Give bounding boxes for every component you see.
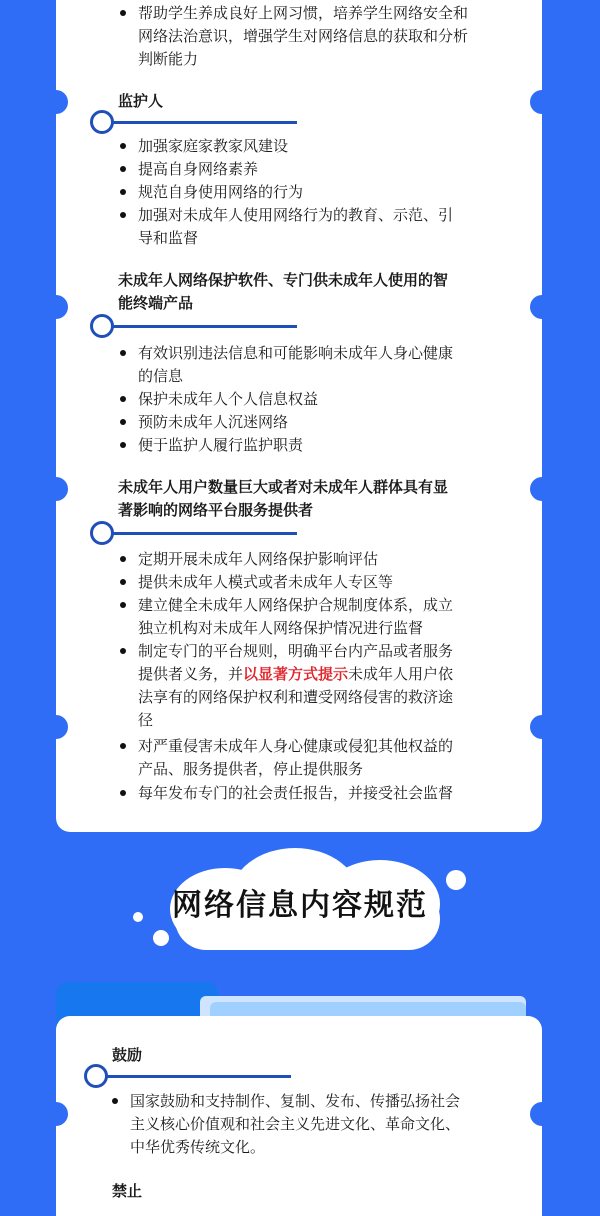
list-item-continuation: 主义核心价值观和社会主义先进文化、革命文化、 [130, 1115, 461, 1133]
list-item-continuation: 导和监督 [138, 229, 199, 247]
list-item: 有效识别违法信息和可能影响未成年人身心健康 [138, 342, 453, 365]
list-item-continuation: 中华优秀传统文化。 [130, 1138, 266, 1156]
list-item-continuation: 网络法治意识，增强学生对网络信息的获取和分析 [138, 27, 469, 45]
list-item: 帮助学生养成良好上网习惯，培养学生网络安全和 [138, 2, 468, 25]
card-notch [44, 90, 68, 114]
list-item-continuation: 径 [138, 711, 154, 729]
text-segment: 提供者义务，并 [138, 665, 244, 683]
list-item: 预防未成年人沉迷网络 [138, 411, 288, 434]
list-item: 加强家庭家教家风建设 [138, 135, 288, 158]
section-heading-platform-cont: 著影响的网络平台服务提供者 [118, 501, 314, 519]
section-heading-software: 未成年人网络保护软件、专门供未成年人使用的智 [118, 271, 449, 289]
list-item-continuation [138, 663, 453, 686]
list-item: 规范自身使用网络的行为 [138, 181, 303, 204]
card-notch [530, 715, 554, 739]
list-item: 制定专门的平台规则，明确平台内产品或者服务 [138, 640, 453, 663]
list-item: 建立健全未成年人网络保护合规制度体系，成立 [138, 594, 453, 617]
section-divider [90, 521, 310, 545]
section-heading-software-cont: 能终端产品 [118, 294, 194, 312]
list-item-continuation: 的信息 [138, 367, 184, 385]
section-divider [90, 110, 310, 134]
card-notch [44, 1102, 68, 1126]
list-item: 便于监护人履行监护职责 [138, 434, 303, 457]
list-item: 对严重侵害未成年人身心健康或侵犯其他权益的 [138, 735, 453, 758]
section-divider [90, 314, 310, 338]
list-item: 定期开展未成年人网络保护影响评估 [138, 548, 378, 571]
section-heading-prohibit-partial: 禁止 [112, 1182, 143, 1200]
list-item-continuation: 产品、服务提供者，停止提供服务 [138, 760, 364, 778]
card-notch [530, 295, 554, 319]
list-item: 国家鼓励和支持制作、复制、发布、传播弘扬社会 [130, 1090, 460, 1113]
card-notch [530, 90, 554, 114]
card-notch [44, 295, 68, 319]
section-divider [84, 1064, 304, 1088]
card-notch [530, 1102, 554, 1126]
card-notch [44, 715, 68, 739]
text-segment: 未成年人用户依 [348, 665, 454, 683]
list-item: 加强对未成年人使用网络行为的教育、示范、引 [138, 204, 453, 227]
list-item-continuation: 判断能力 [138, 50, 199, 68]
highlighted-text: 以显著方式提示 [243, 665, 349, 683]
list-item: 保护未成年人个人信息权益 [138, 388, 318, 411]
list-item-continuation: 法享有的网络保护权利和遭受网络侵害的救济途 [138, 688, 454, 706]
card-notch [44, 477, 68, 501]
list-item: 提供未成年人模式或者未成年人专区等 [138, 571, 393, 594]
list-item-continuation: 独立机构对未成年人网络保护情况进行监督 [138, 619, 424, 637]
card-notch [530, 477, 554, 501]
section-title: 网络信息内容规范 [172, 888, 428, 923]
section-heading-platform: 未成年人用户数量巨大或者对未成年人群体具有显 [118, 478, 449, 496]
list-item: 每年发布专门的社会责任报告，并接受社会监督 [138, 782, 453, 805]
section-heading-guardian: 监护人 [118, 92, 164, 110]
section-heading-encourage: 鼓励 [112, 1046, 143, 1064]
list-item: 提高自身网络素养 [138, 158, 258, 181]
